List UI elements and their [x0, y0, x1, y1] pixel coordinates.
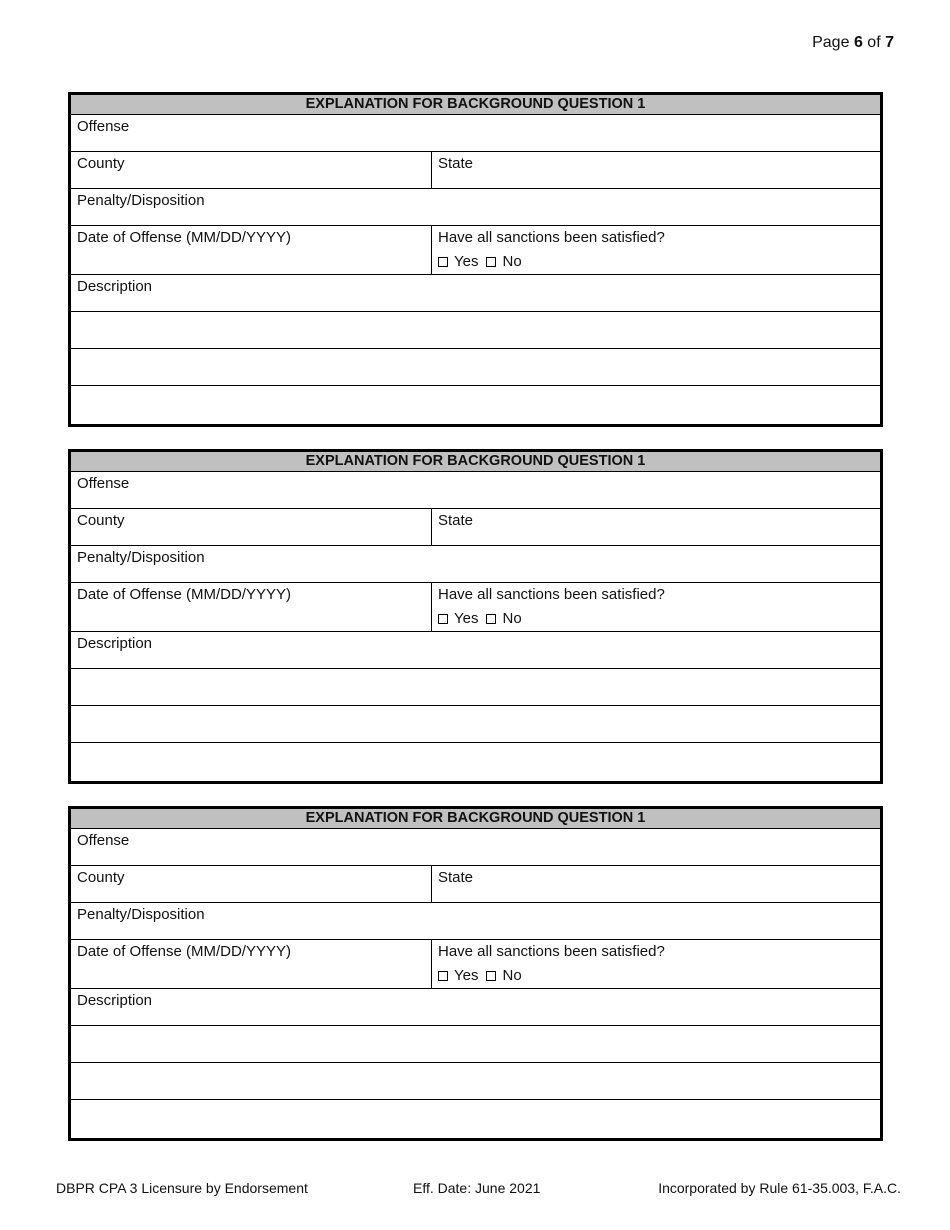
offense-field[interactable] — [71, 472, 880, 508]
no-label: No — [502, 967, 522, 984]
description-line[interactable] — [71, 743, 880, 781]
offense-label: Offense — [77, 118, 130, 135]
state-field[interactable] — [432, 152, 880, 188]
description-line[interactable] — [71, 669, 880, 705]
description-line[interactable] — [71, 706, 880, 742]
offense-label: Offense — [77, 475, 130, 492]
offense-field[interactable] — [71, 829, 880, 865]
footer-eff-date: Eff. Date: June 2021 — [413, 1180, 541, 1196]
description-line[interactable] — [71, 349, 880, 385]
description-line[interactable] — [71, 1063, 880, 1099]
no-checkbox[interactable] — [486, 971, 496, 981]
yes-label: Yes — [454, 610, 479, 627]
block-header: EXPLANATION FOR BACKGROUND QUESTION 1 — [71, 809, 880, 829]
sanctions-label: Have all sanctions been satisfied? — [438, 586, 665, 603]
description-label: Description — [77, 278, 153, 295]
penalty-field[interactable] — [71, 189, 880, 225]
yes-checkbox[interactable] — [438, 614, 448, 624]
explanation-block-1 — [68, 92, 883, 427]
yes-label: Yes — [454, 253, 479, 270]
sanctions-field — [432, 583, 880, 631]
no-label: No — [502, 610, 522, 627]
offense-label: Offense — [77, 832, 130, 849]
footer-form-name: DBPR CPA 3 Licensure by Endorsement — [56, 1180, 308, 1196]
no-checkbox[interactable] — [486, 257, 496, 267]
description-label: Description — [77, 992, 153, 1009]
no-checkbox[interactable] — [486, 614, 496, 624]
offense-field[interactable] — [71, 115, 880, 151]
no-label: No — [502, 253, 522, 270]
state-label: State — [438, 512, 474, 529]
county-label: County — [77, 155, 125, 172]
block-header: EXPLANATION FOR BACKGROUND QUESTION 1 — [71, 95, 880, 115]
county-label: County — [77, 869, 125, 886]
state-field[interactable] — [432, 509, 880, 545]
description-field[interactable] — [71, 989, 880, 1025]
sanctions-label: Have all sanctions been satisfied? — [438, 943, 665, 960]
block-header: EXPLANATION FOR BACKGROUND QUESTION 1 — [71, 452, 880, 472]
footer-rule: Incorporated by Rule 61-35.003, F.A.C. — [658, 1180, 901, 1196]
date-label: Date of Offense (MM/DD/YYYY) — [77, 586, 291, 603]
description-field[interactable] — [71, 632, 880, 668]
penalty-label: Penalty/Disposition — [77, 192, 205, 209]
sanctions-field — [432, 226, 880, 274]
description-line[interactable] — [71, 312, 880, 348]
yes-label: Yes — [454, 967, 479, 984]
page-number: Page 6 of 7 — [812, 34, 894, 51]
description-field[interactable] — [71, 275, 880, 311]
penalty-label: Penalty/Disposition — [77, 906, 205, 923]
sanctions-label: Have all sanctions been satisfied? — [438, 229, 665, 246]
county-label: County — [77, 512, 125, 529]
date-of-offense-field[interactable] — [71, 940, 432, 988]
date-label: Date of Offense (MM/DD/YYYY) — [77, 943, 291, 960]
date-label: Date of Offense (MM/DD/YYYY) — [77, 229, 291, 246]
yes-checkbox[interactable] — [438, 257, 448, 267]
explanation-block-3 — [68, 806, 883, 1141]
description-line[interactable] — [71, 1026, 880, 1062]
date-of-offense-field[interactable] — [71, 226, 432, 274]
explanation-block-2 — [68, 449, 883, 784]
state-label: State — [438, 869, 474, 886]
yes-checkbox[interactable] — [438, 971, 448, 981]
page-footer — [56, 1180, 901, 1196]
penalty-label: Penalty/Disposition — [77, 549, 205, 566]
description-line[interactable] — [71, 1100, 880, 1138]
date-of-offense-field[interactable] — [71, 583, 432, 631]
county-field[interactable] — [71, 152, 432, 188]
sanctions-field — [432, 940, 880, 988]
state-label: State — [438, 155, 474, 172]
description-line[interactable] — [71, 386, 880, 424]
penalty-field[interactable] — [71, 546, 880, 582]
county-field[interactable] — [71, 509, 432, 545]
penalty-field[interactable] — [71, 903, 880, 939]
county-field[interactable] — [71, 866, 432, 902]
state-field[interactable] — [432, 866, 880, 902]
description-label: Description — [77, 635, 153, 652]
